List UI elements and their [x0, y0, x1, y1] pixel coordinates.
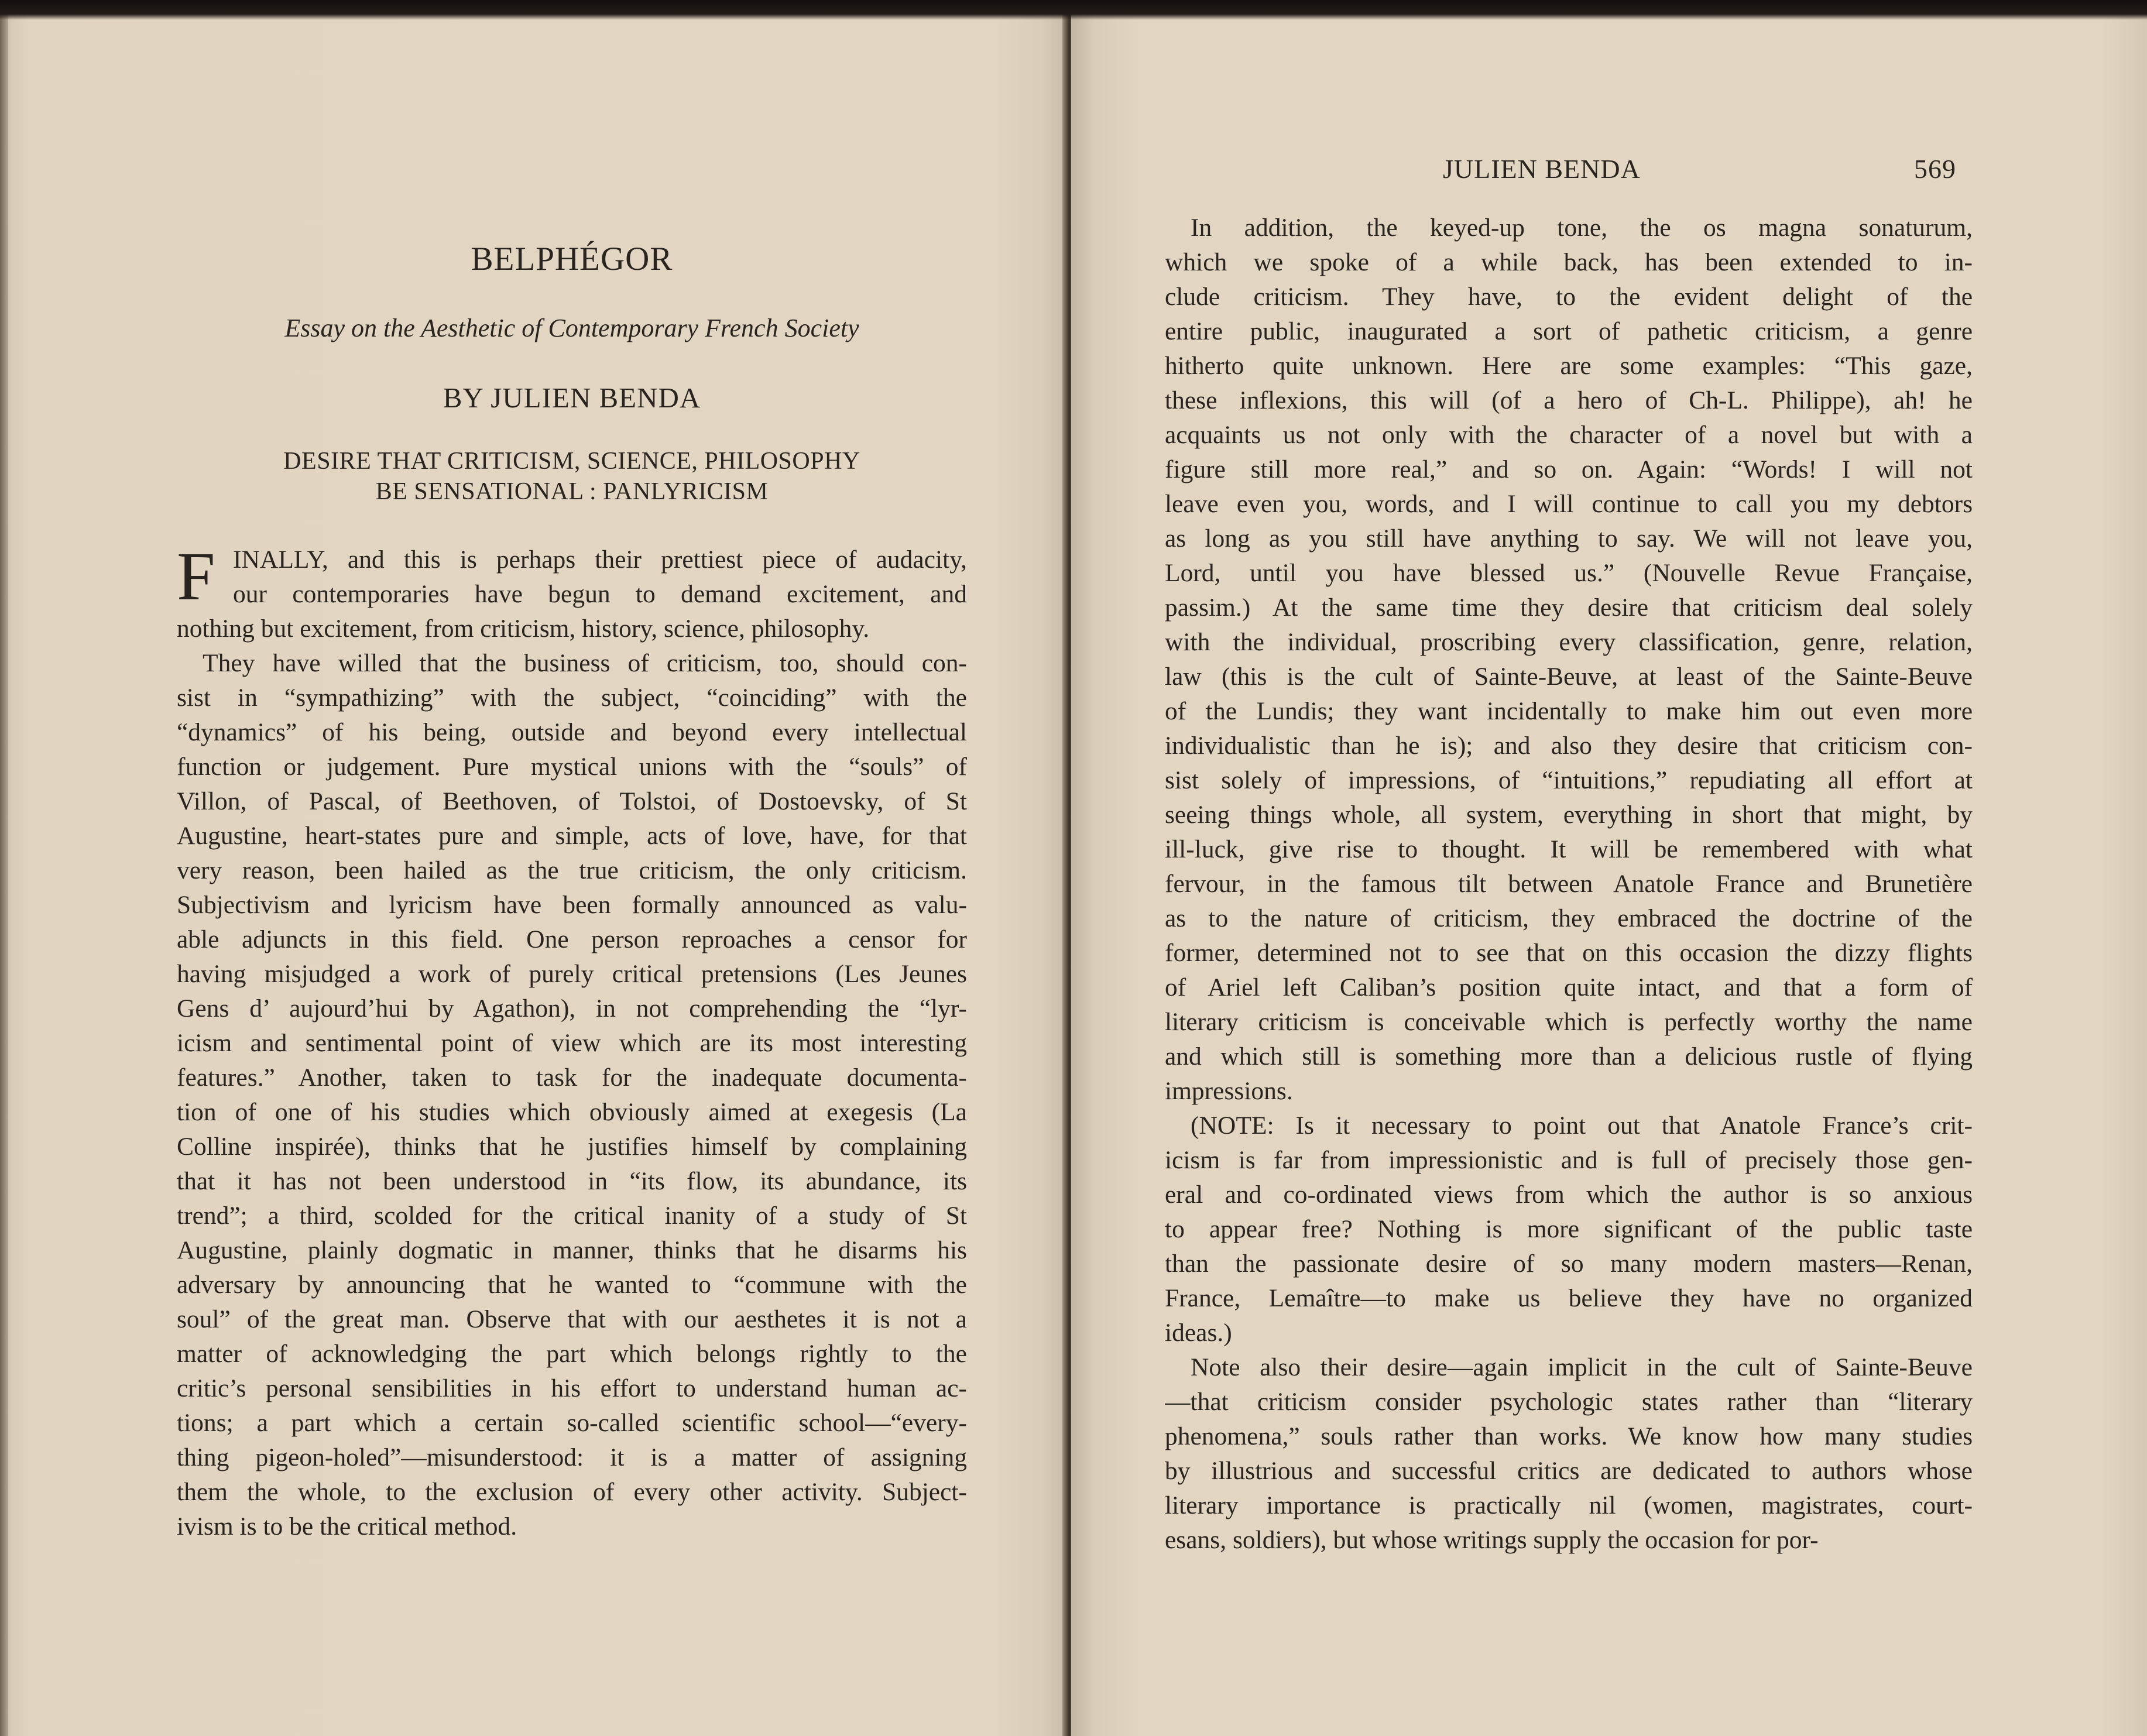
text-line: with the individual, proscribing every classification, genre, relation,	[1165, 628, 1973, 656]
text-line: former, determined not to see that on this occasion the dizzy flights	[1165, 939, 1973, 967]
text-line: (NOTE: Is it necessary to point out that Anatole France’s crit-	[1191, 1111, 1973, 1140]
text-line: Augustine, heart-states pure and simple, acts of love, have, for that	[177, 822, 967, 850]
text-line: ill-luck, give rise to thought. It will be remembered with what	[1165, 835, 1973, 863]
text-line: leave even you, words, and I will continue to call you my debtors	[1165, 490, 1973, 518]
text-line: tions; a part which a certain so-called scientific school—“every-	[177, 1409, 967, 1437]
text-line: than the passionate desire of so many modern masters—Renan,	[1165, 1250, 1973, 1278]
drop-cap: F	[177, 538, 215, 615]
text-line: adversary by announcing that he wanted to “commune with the	[177, 1271, 967, 1299]
text-line: law (this is the cult of Sainte-Beuve, at least of the Sainte-Beuve	[1165, 663, 1973, 691]
text-line: impressions.	[1165, 1077, 1293, 1105]
text-line: esans, soldiers), but whose writings supply the occasion for por-	[1165, 1526, 1819, 1554]
text-line: thing pigeon-holed”—misunderstood: it is a matter of assigning	[177, 1443, 967, 1471]
text-line: Note also their desire—again implicit in the cult of Sainte-Beuve	[1191, 1353, 1973, 1381]
left-body-text	[177, 538, 967, 1544]
text-line: individualistic than he is); and also they desire that criticism con-	[1165, 732, 1973, 760]
text-line: function or judgement. Pure mystical unions with the “souls” of	[177, 753, 967, 781]
page-edge	[0, 0, 8, 1736]
text-line: nothing but excitement, from criticism, history, science, philosophy.	[177, 615, 870, 643]
text-line: Subjectivism and lyricism have been formally announced as valu-	[177, 891, 967, 919]
text-line: literary importance is practically nil (women, magistrates, court-	[1165, 1491, 1973, 1519]
right-page	[1071, 0, 2147, 1736]
author-byline: BY JULIEN BENDA	[443, 382, 701, 414]
text-line: literary criticism is conceivable which is perfectly worthy the name	[1165, 1008, 1973, 1036]
text-line: by illustrious and successful critics are dedicated to authors whose	[1165, 1457, 1973, 1485]
top-shadow	[0, 0, 2147, 20]
text-line: phenomena,” souls rather than works. We know how many studies	[1165, 1422, 1973, 1450]
text-line: critic’s personal sensibilities in his effort to understand human ac-	[177, 1374, 967, 1402]
text-line: Augustine, plainly dogmatic in manner, thinks that he disarms his	[177, 1236, 967, 1264]
text-line: these inflexions, this will (of a hero of Ch-L. Philippe), ah! he	[1165, 386, 1973, 414]
text-line: them the whole, to the exclusion of every other activity. Subject-	[177, 1478, 967, 1506]
text-line: as to the nature of criticism, they embraced the doctrine of the	[1165, 904, 1973, 932]
text-line: fervour, in the famous tilt between Anatole France and Brunetière	[1165, 870, 1973, 898]
text-line: eral and co-ordinated views from which the author is so anxious	[1165, 1181, 1973, 1209]
text-line: passim.) At the same time they desire that criticism deal solely	[1165, 593, 1973, 622]
text-line: our contemporaries have begun to demand excitement, and	[233, 580, 967, 608]
article-subtitle: Essay on the Aesthetic of Contemporary French Society	[284, 314, 859, 342]
text-line: ideas.)	[1165, 1319, 1232, 1347]
text-line: having misjudged a work of purely critical pretensions (Les Jeunes	[177, 960, 967, 988]
text-line: tion of one of his studies which obviously aimed at exegesis (La	[177, 1098, 967, 1126]
page-number: 569	[1914, 154, 1956, 184]
text-line: sist in “sympathizing” with the subject, “coinciding” with the	[177, 684, 967, 712]
text-line: ivism is to be the critical method.	[177, 1512, 517, 1541]
section-heading-line-2: BE SENSATIONAL : PANLYRICISM	[375, 478, 769, 505]
text-line: icism is far from impressionistic and is full of precisely those gen-	[1165, 1146, 1973, 1174]
text-line: Villon, of Pascal, of Beethoven, of Tolstoi, of Dostoevsky, of St	[177, 787, 967, 815]
text-line: that it has not been understood in “its flow, its abundance, its	[177, 1167, 967, 1195]
text-line: to appear free? Nothing is more significant of the public taste	[1165, 1215, 1973, 1243]
text-line: seeing things whole, all system, everything in short that might, by	[1165, 801, 1973, 829]
text-line: soul” of the great man. Observe that with our aesthetes it is not a	[177, 1305, 967, 1333]
text-line: trend”; a third, scolded for the critical inanity of a study of St	[177, 1202, 967, 1230]
left-page	[0, 0, 1065, 1736]
text-line: Colline inspirée), thinks that he justifies himself by complaining	[177, 1133, 967, 1161]
text-line: “dynamics” of his being, outside and beyond every intellectual	[177, 718, 967, 746]
text-line: as long as you still have anything to say. We will not leave you,	[1165, 524, 1973, 553]
text-line: of the Lundis; they want incidentally to make him out even more	[1165, 697, 1973, 725]
text-line: acquaints us not only with the character of a novel but with a	[1165, 421, 1973, 449]
running-title: JULIEN BENDA	[1443, 154, 1641, 184]
text-line: features.” Another, taken to task for the inadequate documenta-	[177, 1063, 967, 1092]
section-heading	[177, 446, 967, 507]
text-line: entire public, inaugurated a sort of pathetic criticism, a genre	[1165, 317, 1973, 345]
text-line: very reason, been hailed as the true criticism, the only criticism.	[177, 856, 967, 884]
text-line: Gens d’ aujourd’hui by Agathon), in not comprehending the “lyr-	[177, 994, 967, 1023]
text-line: of Ariel left Caliban’s position quite intact, and that a form of	[1165, 973, 1973, 1001]
text-line: hitherto quite unknown. Here are some examples: “This gaze,	[1165, 352, 1973, 380]
text-line: and which still is something more than a delicious rustle of flying	[1165, 1042, 1973, 1071]
text-line: icism and sentimental point of view which are its most interesting	[177, 1029, 967, 1057]
text-line: matter of acknowledging the part which belongs rightly to the	[177, 1340, 967, 1368]
text-line: They have willed that the business of criticism, too, should con-	[203, 649, 967, 677]
text-line: which we spoke of a while back, has been extended to in-	[1165, 248, 1973, 276]
text-line: sist solely of impressions, of “intuitions,” repudiating all effort at	[1165, 766, 1973, 794]
right-body-text	[1165, 211, 1973, 1557]
text-line: INALLY, and this is perhaps their prettiest piece of audacity,	[233, 545, 967, 574]
text-line: figure still more real,” and so on. Again: “Words! I will not	[1165, 455, 1973, 483]
text-line: able adjuncts in this field. One person reproaches a censor for	[177, 925, 967, 953]
section-heading-line-1: DESIRE THAT CRITICISM, SCIENCE, PHILOSOPHY	[283, 448, 860, 475]
text-line: Lord, until you have blessed us.” (Nouvelle Revue Française,	[1165, 559, 1973, 587]
text-line: —that criticism consider psychologic states rather than “literary	[1165, 1388, 1973, 1416]
text-line: France, Lemaître—to make us believe they have no organized	[1165, 1284, 1973, 1312]
text-line: clude criticism. They have, to the evident delight of the	[1165, 283, 1973, 311]
article-title: BELPHÉGOR	[471, 241, 673, 277]
text-line: In addition, the keyed-up tone, the os magna sonaturum,	[1191, 214, 1973, 242]
